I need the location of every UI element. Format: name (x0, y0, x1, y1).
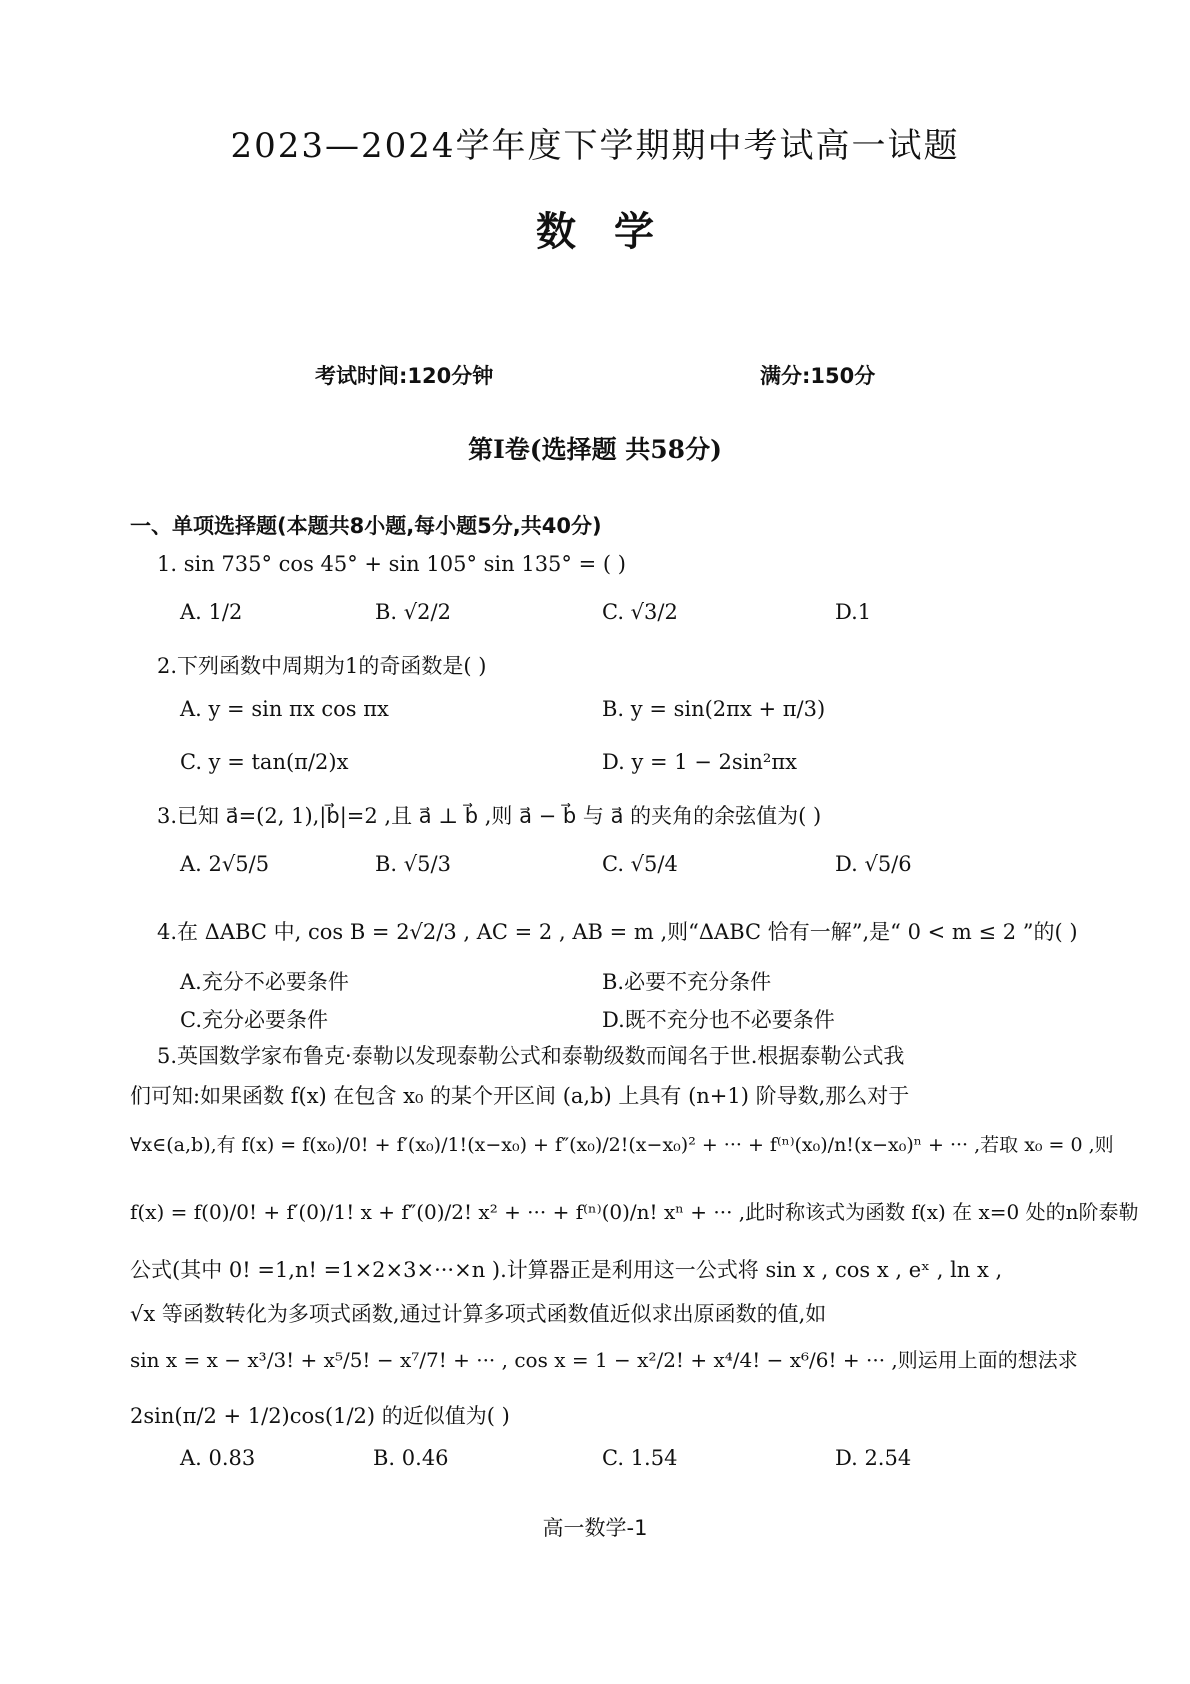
section-title: 一、单项选择题(本题共8小题,每小题5分,共40分) (130, 514, 602, 538)
question-5-line-5: 公式(其中 0! =1,n! =1×2×3×···×n ).计算器正是利用这一公式将 sin x , cos x , eˣ , ln x , (130, 1258, 1003, 1282)
question-2-option-c: C. y = tan(π/2)x (180, 750, 349, 774)
question-1-option-a: A. 1/2 (180, 600, 243, 624)
question-2-stem: 2.下列函数中周期为1的奇函数是( ) (157, 654, 487, 678)
part-title: 第Ⅰ卷(选择题 共58分) (468, 435, 722, 464)
question-4-stem: 4.在 ΔABC 中, cos B = 2√2/3 , AC = 2 , AB = m ,则“ΔABC 恰有一解”,是“ 0 < m ≤ 2 ”的( ) (157, 920, 1078, 944)
question-1-option-d: D.1 (835, 600, 872, 624)
question-3-stem: 3.已知 a⃗=(2, 1),|b⃗|=2 ,且 a⃗ ⊥ b⃗ ,则 a⃗ − b⃗ 与 a⃗ 的夹角的余弦值为( ) (157, 804, 822, 828)
question-2-option-b: B. y = sin(2πx + π/3) (602, 697, 826, 721)
question-2-option-a: A. y = sin πx cos πx (180, 697, 389, 721)
question-5-line-1: 5.英国数学家布鲁克·泰勒以发现泰勒公式和泰勒级数而闻名于世.根据泰勒公式我 (157, 1044, 905, 1068)
question-1-stem: 1. sin 735° cos 45° + sin 105° sin 135° = ( ) (157, 552, 626, 576)
question-5-option-a: A. 0.83 (180, 1446, 256, 1470)
question-5-option-b: B. 0.46 (373, 1446, 449, 1470)
question-5-line-2: 们可知:如果函数 f(x) 在包含 x₀ 的某个开区间 (a,b) 上具有 (n+1) 阶导数,那么对于 (130, 1084, 910, 1108)
question-1-option-b: B. √2/2 (375, 600, 451, 624)
question-4-option-c: C.充分必要条件 (180, 1008, 328, 1032)
question-5-line-7: sin x = x − x³/3! + x⁵/5! − x⁷/7! + ··· , cos x = 1 − x²/2! + x⁴/4! − x⁶/6! + ··· ,则运用上面的想法求 (130, 1348, 1078, 1372)
question-4-option-a: A.充分不必要条件 (180, 970, 349, 994)
question-5-line-4: f(x) = f(0)/0! + f′(0)/1! x + f″(0)/2! x² + ··· + f⁽ⁿ⁾(0)/n! xⁿ + ··· ,此时称该式为函数 f(x) 在 x=0 处的n阶泰勒 (130, 1200, 1139, 1224)
subject-title: 数学 (536, 209, 692, 255)
page-footer: 高一数学-1 (542, 1516, 648, 1540)
question-3-option-d: D. √5/6 (835, 852, 912, 876)
question-5-option-d: D. 2.54 (835, 1446, 912, 1470)
question-3-option-b: B. √5/3 (375, 852, 451, 876)
question-3-option-c: C. √5/4 (602, 852, 678, 876)
question-5-line-3: ∀x∈(a,b),有 f(x) = f(x₀)/0! + f′(x₀)/1!(x−x₀) + f″(x₀)/2!(x−x₀)² + ··· + f⁽ⁿ⁾(x₀)/n!(x−x₀)ⁿ + ··· ,若取 x₀ = 0 ,则 (130, 1134, 1114, 1156)
question-5-line-6: √x 等函数转化为多项式函数,通过计算多项式函数值近似求出原函数的值,如 (130, 1302, 827, 1326)
question-1-option-c: C. √3/2 (602, 600, 678, 624)
question-4-option-d: D.既不充分也不必要条件 (602, 1008, 835, 1032)
full-score: 满分:150分 (760, 364, 876, 388)
question-5-option-c: C. 1.54 (602, 1446, 678, 1470)
question-3-option-a: A. 2√5/5 (180, 852, 270, 876)
question-5-line-8: 2sin(π/2 + 1/2)cos(1/2) 的近似值为( ) (130, 1404, 510, 1428)
question-2-option-d: D. y = 1 − 2sin²πx (602, 750, 797, 774)
exam-title: 2023—2024学年度下学期期中考试高一试题 (230, 126, 960, 166)
exam-time: 考试时间:120分钟 (315, 364, 494, 388)
question-4-option-b: B.必要不充分条件 (602, 970, 772, 994)
